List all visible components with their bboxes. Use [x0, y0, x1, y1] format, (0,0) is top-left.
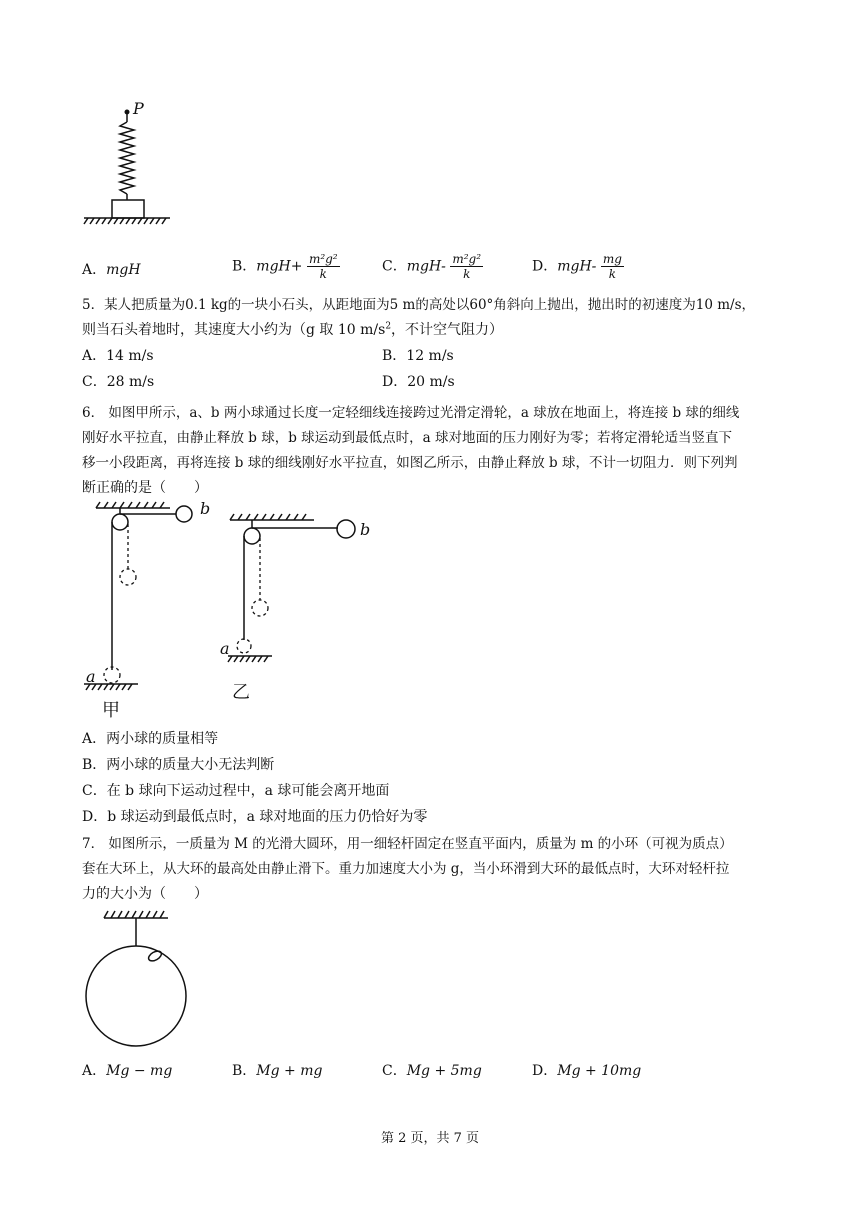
q6-option-d: D．b 球运动到最低点时，a 球对地面的压力仍恰好为零 [82, 809, 428, 825]
q5-option-d: D．20 m/s [382, 374, 455, 390]
ball-a-label-jia: a [86, 667, 96, 686]
page-footer: 第 2 页，共 7 页 [380, 1131, 480, 1146]
ball-b-label-jia: b [200, 499, 211, 518]
q4-option-a: A．mgH [82, 262, 141, 278]
q6-option-c: C．在 b 球向下运动过程中，a 球可能会离开地面 [82, 783, 390, 799]
q7-option-a: A．Mg − mg [82, 1063, 173, 1079]
ring-figure [82, 908, 202, 1058]
q6-line4: 断正确的是（ ） [82, 480, 208, 496]
q7-option-d: D．Mg + 10mg [532, 1063, 642, 1079]
q6-option-b: B．两小球的质量大小无法判断 [82, 757, 275, 773]
q7-line3: 力的大小为（ ） [82, 886, 208, 902]
q4-option-d: D．mgH- $\frac{mg}{k}$ [532, 252, 622, 281]
q4-option-c: C．mgH- $\frac{\text{m²g²}}{k}$ [382, 252, 482, 281]
q6-line3: 移一小段距离，再将连接 b 球的细线刚好水平拉直，如图乙所示，由静止释放 b 球，不计一切阻力．则下列判 [82, 455, 738, 471]
spring-block-figure [82, 100, 182, 230]
q6-line1: 6． 如图甲所示，a、b 两小球通过长度一定轻细线连接跨过光滑定滑轮，a 球放在地面上，将连接 b 球的细线 [82, 405, 740, 421]
q4-option-b: B．mgH+ $\frac{\text{m²g²}}{k}$ [232, 252, 338, 281]
q7-option-b: B．Mg + mg [232, 1063, 323, 1079]
figure-yi-label: 乙 [232, 682, 250, 703]
q5-option-c: C．28 m/s [82, 374, 155, 390]
point-p-label: P [133, 99, 144, 118]
q7-option-c: C．Mg + 5mg [382, 1063, 482, 1079]
figure-jia-label: 甲 [102, 700, 120, 721]
ball-a-label-yi: a [220, 639, 230, 658]
pulley-figure-jia [82, 500, 222, 720]
q5-option-b: B．12 m/s [382, 348, 454, 364]
q6-line2: 刚好水平拉直，由静止释放 b 球，b 球运动到最低点时，a 球对地面的压力刚好为零；若将定滑轮适当竖直下 [82, 430, 732, 446]
q5-option-a: A．14 m/s [82, 348, 154, 364]
q5-line2: 则当石头着地时，其速度大小约为（g 取 10 $m/s^2$，不计空气阻力） [82, 321, 504, 338]
ball-b-label-yi: b [360, 520, 371, 539]
q7-line2: 套在大环上，从大环的最高处由静止滑下。重力加速度大小为 g，当小环滑到大环的最低点时，大环对轻杆拉 [82, 861, 730, 877]
q6-option-a: A．两小球的质量相等 [82, 731, 219, 747]
q5-line1: 5．某人把质量为0.1 kg的一块小石头，从距地面为5 m的高处以60°角斜向上抛出，抛出时的初速度为10 m/s， [82, 297, 756, 313]
q7-line1: 7． 如图所示，一质量为 M 的光滑大圆环，用一细轻杆固定在竖直平面内，质量为 m 的小环（可视为质点） [82, 836, 733, 852]
pulley-figure-yi [218, 512, 388, 712]
